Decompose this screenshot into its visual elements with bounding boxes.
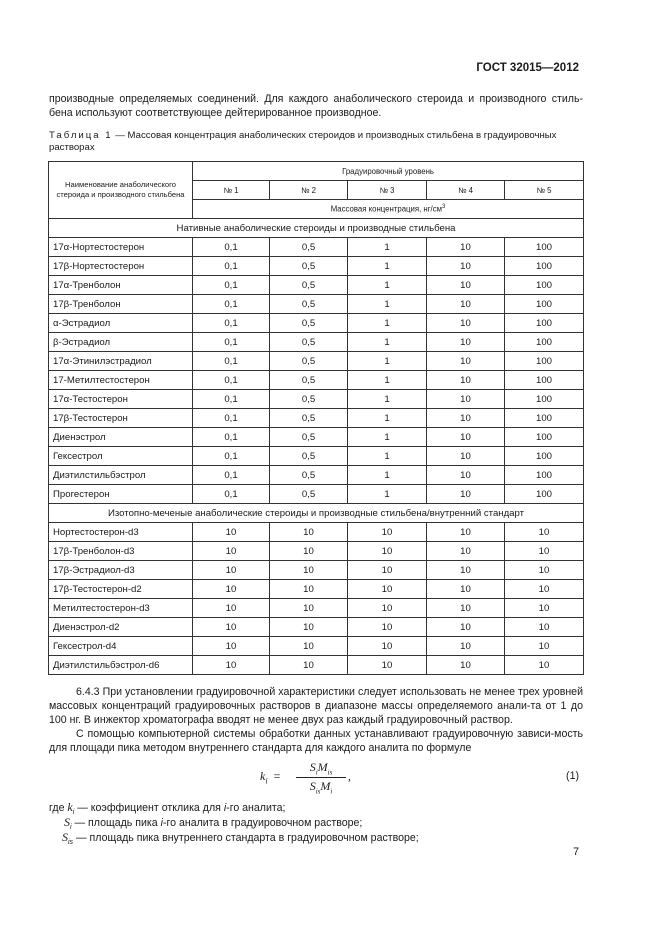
- concentration-level-2: 10: [270, 656, 348, 675]
- concentration-level-4: 10: [427, 371, 505, 390]
- substance-name: 17β-Нортестостерон: [49, 257, 193, 276]
- where-k-text: — коэффициент отклика для: [74, 802, 224, 814]
- concentration-level-2: 10: [270, 580, 348, 599]
- concentration-level-1: 10: [193, 599, 270, 618]
- level-3-header: № 3: [348, 181, 427, 200]
- formula-lhs-sub: i: [265, 776, 268, 786]
- table-row: [49, 276, 584, 295]
- formula-1: [260, 760, 380, 798]
- level-header: Градуировочный уровень: [193, 162, 584, 181]
- concentration-level-5: 10: [505, 656, 584, 675]
- concentration-level-3: 10: [348, 561, 427, 580]
- concentration-level-5: 10: [505, 599, 584, 618]
- concentration-level-1: 10: [193, 561, 270, 580]
- concentration-level-3: 1: [348, 314, 427, 333]
- table-row: [49, 637, 584, 656]
- concentration-level-4: 10: [427, 276, 505, 295]
- concentration-level-2: 10: [270, 599, 348, 618]
- unit-header-text: Массовая концентрация, нг/см: [330, 204, 442, 214]
- concentration-level-4: 10: [427, 580, 505, 599]
- table-caption-text: — Массовая концентрация анаболических стероидов и производных стильбена в градуировочных растворах: [49, 130, 557, 153]
- concentration-level-5: 100: [505, 333, 584, 352]
- substance-name: Диэтилстильбэстрол-d6: [49, 656, 193, 675]
- substance-name: β-Эстрадиол: [49, 333, 193, 352]
- substance-name: Диэтилстильбэстрол: [49, 466, 193, 485]
- level-5-header: № 5: [505, 181, 584, 200]
- substance-name: Диенэстрол-d2: [49, 618, 193, 637]
- table-row: [49, 257, 584, 276]
- concentration-level-2: 10: [270, 542, 348, 561]
- concentration-level-2: 0,5: [270, 428, 348, 447]
- concentration-level-4: 10: [427, 485, 505, 504]
- concentration-level-1: 10: [193, 523, 270, 542]
- concentration-level-2: 10: [270, 561, 348, 580]
- where-sis-sub: is: [68, 839, 74, 847]
- where-prefix: где: [49, 802, 68, 814]
- substance-name: 17β-Тренболон-d3: [49, 542, 193, 561]
- concentration-level-3: 1: [348, 276, 427, 295]
- concentration-level-4: 10: [427, 637, 505, 656]
- name-column-header: Наименование анаболического стероида и производного стильбена: [49, 162, 193, 219]
- concentration-level-2: 0,5: [270, 352, 348, 371]
- concentration-level-4: 10: [427, 409, 505, 428]
- concentration-level-2: 0,5: [270, 371, 348, 390]
- where-si-text: — площадь пика: [71, 817, 161, 829]
- where-si-symbol: S: [64, 815, 70, 829]
- concentration-level-3: 1: [348, 371, 427, 390]
- intro-paragraph: производные определяемых соединений. Для каждого анаболического стероида и производного стиль-бена используют соответствующее дейтерированное производное.: [49, 93, 583, 119]
- substance-name: Гексестрол-d4: [49, 637, 193, 656]
- table-row: [49, 352, 584, 371]
- concentration-level-1: 0,1: [193, 333, 270, 352]
- concentration-level-3: 1: [348, 447, 427, 466]
- level-1-header: № 1: [193, 181, 270, 200]
- concentration-level-4: 10: [427, 390, 505, 409]
- concentration-level-1: 10: [193, 542, 270, 561]
- table-row: [49, 371, 584, 390]
- formula-den-b: M: [320, 779, 331, 793]
- concentration-level-3: 10: [348, 656, 427, 675]
- concentration-level-5: 10: [505, 618, 584, 637]
- concentration-level-5: 10: [505, 637, 584, 656]
- concentration-level-1: 0,1: [193, 447, 270, 466]
- concentration-level-4: 10: [427, 314, 505, 333]
- table-row: [49, 656, 584, 675]
- formula-numerator: [296, 760, 346, 776]
- where-k-symbol: k: [67, 800, 73, 814]
- table-row: [49, 238, 584, 257]
- concentration-level-4: 10: [427, 333, 505, 352]
- where-si-sub: i: [70, 824, 72, 832]
- concentration-level-4: 10: [427, 295, 505, 314]
- table-row: [49, 618, 584, 637]
- section-header-row: [49, 219, 584, 238]
- concentration-level-4: 10: [427, 523, 505, 542]
- concentration-level-3: 1: [348, 485, 427, 504]
- concentration-level-1: 0,1: [193, 466, 270, 485]
- formula-num-b-sub: is: [327, 768, 333, 777]
- concentration-level-4: 10: [427, 466, 505, 485]
- concentration-level-1: 0,1: [193, 257, 270, 276]
- concentration-level-2: 0,5: [270, 333, 348, 352]
- section-title: Изотопно-меченые анаболические стероиды и производные стильбена/внутренний стандарт: [49, 504, 584, 523]
- concentration-level-3: 10: [348, 637, 427, 656]
- concentration-level-5: 100: [505, 390, 584, 409]
- formula-trail: ,: [348, 769, 351, 783]
- where-k-ivar: i: [223, 802, 227, 814]
- table-row: [49, 542, 584, 561]
- substance-name: Метилтестостерон-d3: [49, 599, 193, 618]
- formula-fraction-bar: [296, 777, 346, 778]
- concentration-level-1: 0,1: [193, 485, 270, 504]
- concentration-level-1: 0,1: [193, 276, 270, 295]
- substance-name: Прогестерон: [49, 485, 193, 504]
- concentration-level-4: 10: [427, 352, 505, 371]
- table-row: [49, 466, 584, 485]
- concentration-level-2: 0,5: [270, 257, 348, 276]
- concentration-level-5: 100: [505, 371, 584, 390]
- concentration-level-1: 0,1: [193, 390, 270, 409]
- substance-name: 17β-Тестостерон-d2: [49, 580, 193, 599]
- substance-name: 17α-Этинилэстрадиол: [49, 352, 193, 371]
- table-row: [49, 485, 584, 504]
- concentration-level-2: 0,5: [270, 295, 348, 314]
- substance-name: 17β-Тестостерон: [49, 409, 193, 428]
- formula-den-a: S: [309, 779, 316, 793]
- concentration-level-4: 10: [427, 542, 505, 561]
- section-header-row: [49, 504, 584, 523]
- substance-name: Нортестостерон-d3: [49, 523, 193, 542]
- concentration-level-4: 10: [427, 447, 505, 466]
- formula-num-b: M: [317, 760, 328, 774]
- concentration-level-2: 0,5: [270, 447, 348, 466]
- where-si-text2: -го аналита в градуировочном растворе;: [162, 817, 363, 829]
- substance-name: α-Эстрадиол: [49, 314, 193, 333]
- substance-name: Гексестрол: [49, 447, 193, 466]
- concentration-level-3: 1: [348, 257, 427, 276]
- concentration-level-1: 0,1: [193, 238, 270, 257]
- concentration-level-3: 1: [348, 428, 427, 447]
- concentration-level-3: 1: [348, 295, 427, 314]
- concentration-level-4: 10: [427, 257, 505, 276]
- concentration-level-4: 10: [427, 599, 505, 618]
- formula-num-a-sub: i: [315, 768, 318, 777]
- substance-name: 17β-Эстрадиол-d3: [49, 561, 193, 580]
- concentration-level-4: 10: [427, 561, 505, 580]
- concentration-level-2: 0,5: [270, 485, 348, 504]
- paragraph-formula-intro: С помощью компьютерной системы обработки данных устанавливают градуировочную зависи-мость для площади пика методом внутреннего стандарта для каждого аналита по формуле: [49, 728, 583, 754]
- table-row: [49, 580, 584, 599]
- concentration-level-5: 100: [505, 466, 584, 485]
- concentration-level-1: 0,1: [193, 371, 270, 390]
- formula-denominator: [296, 779, 346, 795]
- concentration-level-5: 10: [505, 523, 584, 542]
- table-row: [49, 523, 584, 542]
- concentration-level-4: 10: [427, 618, 505, 637]
- concentration-level-1: 0,1: [193, 314, 270, 333]
- page-number: 7: [573, 846, 579, 858]
- concentration-level-3: 10: [348, 618, 427, 637]
- table-row: [49, 295, 584, 314]
- concentration-level-3: 10: [348, 580, 427, 599]
- concentration-level-3: 1: [348, 352, 427, 371]
- concentration-level-1: 10: [193, 580, 270, 599]
- substance-name: 17α-Нортестостерон: [49, 238, 193, 257]
- table-row: [49, 314, 584, 333]
- substance-name: Диенэстрол: [49, 428, 193, 447]
- concentration-level-4: 10: [427, 428, 505, 447]
- standard-header: ГОСТ 32015—2012: [476, 62, 579, 74]
- concentration-level-1: 10: [193, 656, 270, 675]
- concentration-level-5: 100: [505, 276, 584, 295]
- concentration-level-1: 0,1: [193, 428, 270, 447]
- concentration-level-1: 0,1: [193, 352, 270, 371]
- concentration-level-2: 10: [270, 618, 348, 637]
- where-sis-text: — площадь пика внутреннего стандарта в градуировочном растворе;: [73, 832, 419, 844]
- concentration-level-2: 0,5: [270, 276, 348, 295]
- concentration-level-4: 10: [427, 238, 505, 257]
- concentration-level-2: 0,5: [270, 238, 348, 257]
- concentration-level-5: 100: [505, 257, 584, 276]
- table-row: [49, 599, 584, 618]
- substance-name: 17-Метилтестостерон: [49, 371, 193, 390]
- substance-name: 17β-Тренболон: [49, 295, 193, 314]
- formula-number: (1): [566, 770, 579, 782]
- concentration-level-3: 1: [348, 466, 427, 485]
- concentration-level-5: 100: [505, 428, 584, 447]
- where-k-text2: -го аналита;: [226, 802, 286, 814]
- substance-name: 17α-Тренболон: [49, 276, 193, 295]
- substance-name: 17α-Тестостерон: [49, 390, 193, 409]
- concentration-level-4: 10: [427, 656, 505, 675]
- where-line-sis: [62, 830, 419, 850]
- concentration-table: [48, 161, 584, 675]
- level-4-header: № 4: [427, 181, 505, 200]
- concentration-level-5: 100: [505, 409, 584, 428]
- unit-header: [193, 200, 584, 219]
- concentration-level-3: 1: [348, 333, 427, 352]
- paragraph-6-4-3: 6.4.3 При установлении градуировочной характеристики следует использовать не менее трех уровней массовых концентраций градуировочных растворов в диапазоне массы определяемого анали-та от 1 до 100 нг. В инжектор хроматографа вводят не менее двух раз каждый градуировочный раствор.: [49, 686, 583, 726]
- concentration-level-1: 0,1: [193, 409, 270, 428]
- concentration-level-3: 1: [348, 238, 427, 257]
- concentration-level-2: 0,5: [270, 390, 348, 409]
- concentration-level-5: 100: [505, 314, 584, 333]
- concentration-level-2: 0,5: [270, 409, 348, 428]
- table-row: [49, 447, 584, 466]
- concentration-level-5: 10: [505, 580, 584, 599]
- concentration-level-2: 0,5: [270, 466, 348, 485]
- formula-num-a: S: [309, 760, 316, 774]
- table-caption-label: Таблица 1: [49, 130, 113, 141]
- concentration-level-5: 100: [505, 447, 584, 466]
- concentration-level-5: 10: [505, 561, 584, 580]
- where-si-ivar: i: [160, 817, 163, 829]
- concentration-level-3: 1: [348, 409, 427, 428]
- section-title: Нативные анаболические стероиды и производные стильбена: [49, 219, 584, 238]
- table-row: [49, 428, 584, 447]
- concentration-level-5: 10: [505, 542, 584, 561]
- unit-header-sup: 3: [441, 204, 446, 211]
- concentration-level-5: 100: [505, 238, 584, 257]
- where-k-sub: i: [72, 809, 75, 817]
- concentration-level-3: 10: [348, 542, 427, 561]
- concentration-level-5: 100: [505, 485, 584, 504]
- concentration-level-1: 10: [193, 637, 270, 656]
- where-sis-symbol: S: [62, 830, 68, 844]
- concentration-level-5: 100: [505, 352, 584, 371]
- concentration-level-2: 10: [270, 637, 348, 656]
- concentration-level-5: 100: [505, 295, 584, 314]
- formula-equals: =: [273, 769, 281, 783]
- table-caption: [49, 130, 583, 154]
- concentration-level-3: 10: [348, 523, 427, 542]
- level-2-header: № 2: [270, 181, 348, 200]
- concentration-level-1: 10: [193, 618, 270, 637]
- table-row: [49, 409, 584, 428]
- formula-den-a-sub: is: [315, 787, 321, 796]
- concentration-level-1: 0,1: [193, 295, 270, 314]
- formula-den-b-sub: i: [330, 787, 333, 796]
- concentration-level-2: 0,5: [270, 314, 348, 333]
- table-row: [49, 561, 584, 580]
- concentration-level-2: 10: [270, 523, 348, 542]
- concentration-level-3: 1: [348, 390, 427, 409]
- concentration-level-3: 10: [348, 599, 427, 618]
- table-row: [49, 390, 584, 409]
- table-row: [49, 333, 584, 352]
- formula-lhs: k: [260, 769, 266, 783]
